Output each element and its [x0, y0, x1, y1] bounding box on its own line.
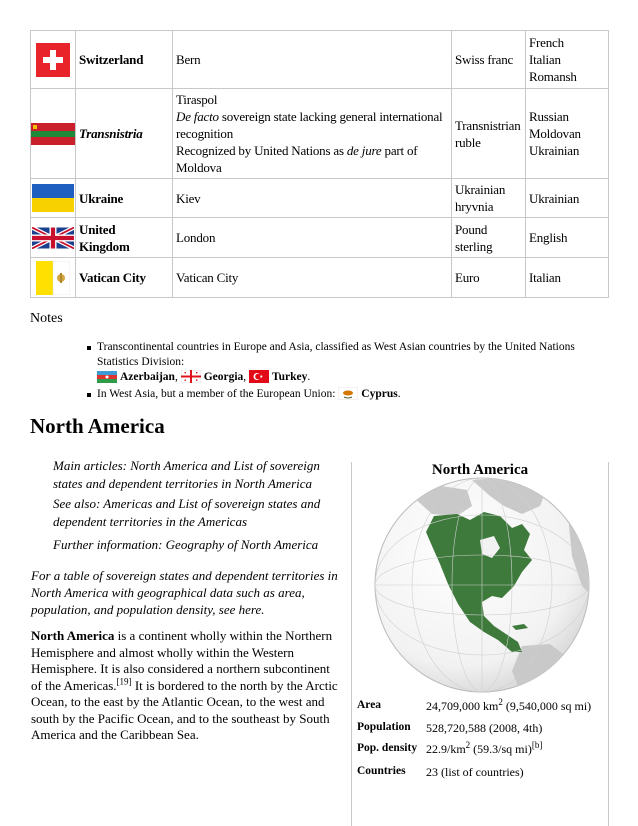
- table-row: [31, 258, 609, 298]
- capital-cell: Bern: [173, 31, 452, 89]
- hatnote-further-info[interactable]: Further information: Geography of North America: [53, 537, 319, 552]
- currency-line: Ukrainian: [455, 182, 506, 197]
- country-name: Transnistria: [76, 89, 173, 179]
- states-table: [30, 30, 609, 298]
- hatnote-see-also[interactable]: See also: Americas and List of sovereign states and dependent territories in the Americas: [53, 496, 321, 529]
- country-name: United Kingdom: [76, 218, 173, 258]
- languages-cell: Ukrainian: [526, 179, 609, 218]
- country-name: Cyprus: [361, 388, 398, 400]
- paragraph-text: It is bordered to the north by the Arctic Ocean, to the east by the Atlantic Ocean, to the west and south by the Pacific Ocean, and to the southeast by South America and the Caribbean Sea.: [31, 677, 338, 742]
- language: Ukrainian: [529, 143, 580, 158]
- country-name: Vatican City: [76, 258, 173, 298]
- recognized-line: [176, 142, 448, 176]
- citation-link[interactable]: [b]: [531, 740, 543, 750]
- country-name: Azerbaijan: [120, 371, 175, 383]
- country-link[interactable]: [97, 371, 175, 383]
- separator: .: [307, 371, 311, 383]
- capital-line: Tiraspol: [176, 92, 218, 107]
- currency-cell: [452, 218, 526, 258]
- capital-cell: Vatican City: [173, 258, 452, 298]
- infobox-label: Pop. density: [357, 742, 418, 754]
- languages-cell: [526, 89, 609, 179]
- body-paragraph: [31, 628, 341, 744]
- notes-title: Notes: [30, 311, 63, 326]
- notes-list: [97, 340, 597, 404]
- intro-italic-text: For a table of sovereign states and dependent territories in North America with geographical data such as area, population, and population density, see here.: [31, 568, 338, 617]
- country-name: Georgia: [203, 371, 244, 383]
- table-row: [31, 218, 609, 258]
- superscript: 2: [465, 740, 471, 750]
- ukraine-flag: [32, 184, 74, 212]
- currency-cell: [452, 179, 526, 218]
- capital-cell: Kiev: [173, 179, 452, 218]
- turkey-flag: [249, 370, 269, 383]
- country-link[interactable]: [338, 388, 397, 400]
- currency-cell: [452, 89, 526, 179]
- table-row: [31, 31, 609, 89]
- georgia-flag: [181, 370, 201, 383]
- switzerland-flag: [36, 43, 70, 77]
- infobox-value: [426, 699, 591, 714]
- dejure-text: de jure: [346, 143, 382, 158]
- list-item: [97, 340, 597, 385]
- currency-line: Pound: [455, 221, 488, 237]
- density-value-alt: (59.3/sq mi): [470, 742, 532, 756]
- currency-line: hryvnia: [455, 199, 494, 214]
- hatnote-main-articles[interactable]: Main articles: North America and List of sovereign states and dependent territories in North America: [53, 458, 320, 491]
- paragraph-text: is a continent wholly within the Northern Hemisphere and almost wholly within the Western Hemisphere. It is also considered a northern subcontinent of the Americas.: [31, 628, 333, 693]
- capital-cell: [173, 89, 452, 179]
- uk-flag: [32, 227, 74, 249]
- currency-line: Transnistrian: [455, 117, 521, 133]
- infobox-label: Area: [357, 699, 382, 711]
- defacto-line: [176, 108, 448, 142]
- language: Italian: [529, 52, 561, 67]
- defacto-rest: sovereign state lacking general international recognition: [176, 109, 443, 141]
- language: Moldovan: [529, 126, 581, 141]
- infobox-label: Countries: [357, 765, 406, 777]
- infobox-value: 528,720,588 (2008, 4th): [426, 721, 543, 735]
- recognized-pre: Recognized by United Nations as: [176, 143, 347, 158]
- currency-line: sterling: [455, 238, 493, 254]
- table-row: [31, 89, 609, 179]
- capital-cell: London: [173, 218, 452, 258]
- infobox-value[interactable]: 23 (list of countries): [426, 765, 524, 779]
- defacto-text: De facto: [176, 109, 219, 124]
- section-heading: North America: [30, 414, 165, 438]
- flag-cell: [31, 258, 76, 298]
- infobox-label: Population: [357, 721, 411, 733]
- cyprus-flag: [338, 387, 358, 400]
- infobox-value: [426, 742, 542, 757]
- language: French: [529, 35, 564, 50]
- flag-cell: [31, 31, 76, 89]
- languages-cell: English: [526, 218, 609, 258]
- country-link[interactable]: [249, 371, 307, 383]
- languages-cell: Italian: [526, 258, 609, 298]
- vatican-flag: [36, 261, 70, 295]
- table-row: [31, 179, 609, 218]
- languages-cell: [526, 31, 609, 89]
- area-value: 24,709,000 km: [426, 699, 499, 713]
- flag-cell: [31, 179, 76, 218]
- recognized-post: part of Moldova: [176, 143, 418, 175]
- flag-cell: [31, 89, 76, 179]
- separator: ,: [174, 371, 181, 383]
- currency-cell: Euro: [452, 258, 526, 298]
- list-item: [97, 387, 597, 402]
- citation-link[interactable]: [19]: [116, 676, 132, 687]
- separator: .: [397, 388, 401, 400]
- globe-north-america-icon: [372, 476, 592, 694]
- area-value-alt: (9,540,000 sq mi): [502, 699, 592, 713]
- separator: ,: [243, 371, 250, 383]
- flag-cell: [31, 218, 76, 258]
- currency-cell: Swiss franc: [452, 31, 526, 89]
- note-text: Transcontinental countries in Europe and Asia, classified as West Asian countries by the United Nations Statistics Division:: [97, 341, 575, 368]
- density-value: 22.9/km: [426, 742, 466, 756]
- country-link[interactable]: [181, 371, 244, 383]
- infobox-title: North America: [431, 462, 529, 478]
- transnistria-flag: [31, 123, 75, 145]
- country-name: Ukraine: [76, 179, 173, 218]
- country-name: Switzerland: [76, 31, 173, 89]
- language: Russian: [529, 109, 569, 124]
- country-name: Turkey: [272, 371, 308, 383]
- language: Romansh: [529, 69, 577, 84]
- superscript: 2: [498, 697, 503, 707]
- note-text: In West Asia, but a member of the European Union:: [97, 388, 336, 400]
- azerbaijan-flag: [97, 371, 117, 383]
- currency-line: ruble: [455, 134, 481, 150]
- bold-term: North America: [31, 628, 115, 643]
